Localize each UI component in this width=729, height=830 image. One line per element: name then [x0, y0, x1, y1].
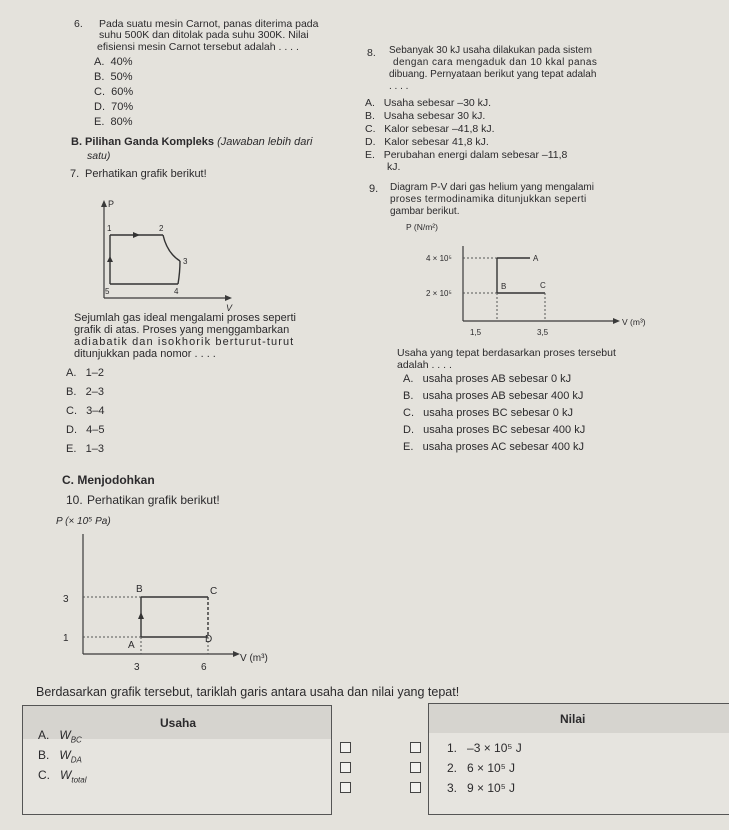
q7-arrow-5-1 — [107, 256, 113, 262]
q6-line-3: efisiensi mesin Carnot tersebut adalah . . . . — [97, 41, 299, 53]
usaha-item-a: A. $W_{BC}$ — [38, 728, 82, 745]
q7-number: 7. — [70, 168, 80, 180]
q7-path-3-4 — [178, 261, 180, 284]
q9-y-tick-1: 4 × 10⁵ — [426, 254, 452, 263]
q8-line-3: dibuang. Pernyataan berikut yang tepat adalah — [389, 69, 597, 80]
nilai-item-3: 3. 9 × 10⁵ J — [447, 781, 516, 795]
q7-point-3: 3 — [183, 257, 188, 266]
q9-x-tick-2: 3,5 — [537, 328, 549, 337]
nilai-1-match-box[interactable] — [410, 742, 421, 753]
q9-option-a: A. usaha proses AB sebesar 0 kJ — [403, 373, 572, 385]
q8-line-2: dengan cara mengaduk dan 10 kkal panas — [393, 57, 598, 68]
usaha-a-match-box[interactable] — [340, 742, 351, 753]
q7-option-c: C. 3–4 — [66, 405, 105, 417]
q7-option-d: D. 4–5 — [66, 424, 105, 436]
q10-graph — [50, 510, 290, 680]
q6-option-c: C. 60% — [94, 86, 134, 98]
q7-option-b: B. 2–3 — [66, 386, 104, 398]
q7-arrow-1-2 — [133, 232, 140, 238]
q8-option-e: E. Perubahan energi dalam sebesar –11,8 — [365, 149, 568, 161]
q7-point-2: 2 — [159, 224, 164, 233]
nilai-item-2: 2. 6 × 10⁵ J — [447, 761, 516, 775]
usaha-item-b: B. $W_{DA}$ — [38, 748, 82, 765]
section-b-heading: B. Pilihan Ganda Kompleks — [71, 136, 215, 148]
q10-instruction: Berdasarkan grafik tersebut, tariklah garis antara usaha dan nilai yang tepat! — [36, 685, 460, 699]
q10-number: 10. — [66, 493, 83, 507]
section-b-heading-line — [71, 136, 313, 148]
q9-option-c: C. usaha proses BC sebesar 0 kJ — [403, 407, 573, 419]
section-b-note-2: satu) — [87, 150, 111, 162]
q9-x-label: V (m³) — [622, 317, 646, 327]
section-c-heading: C. Menjodohkan — [62, 473, 155, 487]
q10-x-label: V (m³) — [240, 653, 268, 664]
q7-intro: Perhatikan grafik berikut! — [85, 168, 207, 180]
q9-line-3: gambar berikut. — [390, 206, 460, 217]
q8-line-1: Sebanyak 30 kJ usaha dilakukan pada sistem — [389, 45, 592, 56]
q7-point-4: 4 — [174, 287, 179, 296]
q9-x-tick-1: 1,5 — [470, 328, 482, 337]
q10-point-d: D — [205, 634, 213, 645]
q9-v-arrow — [613, 318, 620, 324]
q8-option-e-cont: kJ. — [387, 161, 401, 173]
q9-number: 9. — [369, 183, 379, 195]
usaha-b-match-box[interactable] — [340, 762, 351, 773]
usaha-header-label: Usaha — [160, 716, 197, 730]
usaha-c-match-box[interactable] — [340, 782, 351, 793]
q9-point-a: A — [533, 254, 539, 263]
nilai-table-header — [428, 703, 729, 735]
q6-option-e: E. 80% — [94, 116, 133, 128]
q6-option-d: D. 70% — [94, 101, 134, 113]
q7-point-5: 5 — [105, 287, 110, 296]
q7-graph — [88, 180, 248, 313]
q7-line-4: ditunjukkan pada nomor . . . . — [74, 348, 216, 360]
nilai-3-match-box[interactable] — [410, 782, 421, 793]
q9-graph — [390, 218, 670, 343]
q6-line-2: suhu 500K dan ditolak pada suhu 300K. Nilai — [99, 29, 309, 41]
q8-option-d: D. Kalor sebesar 41,8 kJ. — [365, 136, 489, 148]
q8-option-c: C. Kalor sebesar –41,8 kJ. — [365, 123, 495, 135]
q9-option-b: B. usaha proses AB sebesar 400 kJ — [403, 390, 584, 402]
q10-intro: Perhatikan grafik berikut! — [87, 493, 220, 507]
nilai-item-1: 1. –3 × 10⁵ J — [447, 741, 522, 755]
q9-question: Usaha yang tepat berdasarkan proses tersebut — [397, 347, 616, 359]
q7-option-e: E. 1–3 — [66, 443, 104, 455]
q10-x-tick-6: 6 — [201, 662, 207, 673]
q8-number: 8. — [367, 47, 376, 59]
q10-point-b: B — [136, 584, 143, 595]
q8-option-a: A. Usaha sebesar –30 kJ. — [365, 97, 492, 109]
q7-v-arrow — [225, 295, 232, 301]
nilai-header-label: Nilai — [560, 712, 586, 726]
q8-line-4: . . . . — [389, 81, 409, 92]
q7-path-2-3 — [163, 235, 180, 261]
q9-option-d: D. usaha proses BC sebesar 400 kJ — [403, 424, 586, 436]
q9-option-e: E. usaha proses AC sebesar 400 kJ — [403, 441, 585, 453]
usaha-item-c: C. $W_{total}$ — [38, 768, 87, 785]
q6-number: 6. — [74, 18, 83, 30]
q10-point-c: C — [210, 586, 218, 597]
q8-option-b: B. Usaha sebesar 30 kJ. — [365, 110, 486, 122]
q7-point-1: 1 — [107, 224, 112, 233]
q6-line-1: Pada suatu mesin Carnot, panas diterima pada — [99, 18, 319, 30]
q9-y-tick-2: 2 × 10⁵ — [426, 289, 452, 298]
q9-y-label: P (N/m²) — [406, 222, 438, 232]
q9-line-1: Diagram P-V dari gas helium yang mengalami — [390, 182, 594, 193]
q6-option-b: B. 50% — [94, 71, 133, 83]
q9-point-c: C — [540, 281, 546, 290]
q10-y-tick-3: 3 — [63, 594, 69, 605]
q10-x-tick-3: 3 — [134, 662, 140, 673]
q10-y-label: P (× 10⁵ Pa) — [56, 516, 111, 527]
q7-v-label: V — [226, 303, 233, 313]
q6-option-a: A. 40% — [94, 56, 133, 68]
q7-option-a: A. 1–2 — [66, 367, 104, 379]
q7-p-arrow — [101, 200, 107, 207]
q10-y-tick-1: 1 — [63, 633, 69, 644]
q10-v-arrow — [233, 651, 240, 657]
q10-point-a: A — [128, 640, 135, 651]
section-b-note: (Jawaban lebih dari — [217, 136, 313, 148]
q7-line-1: Sejumlah gas ideal mengalami proses seperti — [74, 312, 296, 324]
q7-line-3: adiabatik dan isokhorik berturut-turut — [74, 336, 295, 348]
q9-line-2: proses termodinamika ditunjukkan seperti — [390, 194, 587, 205]
q10-arrow-a-b — [138, 612, 144, 619]
q7-p-label: P — [108, 199, 115, 209]
nilai-2-match-box[interactable] — [410, 762, 421, 773]
q9-question-2: adalah . . . . — [397, 359, 452, 371]
q9-point-b: B — [501, 282, 507, 291]
q7-line-2: grafik di atas. Proses yang menggambarkan — [74, 324, 290, 336]
